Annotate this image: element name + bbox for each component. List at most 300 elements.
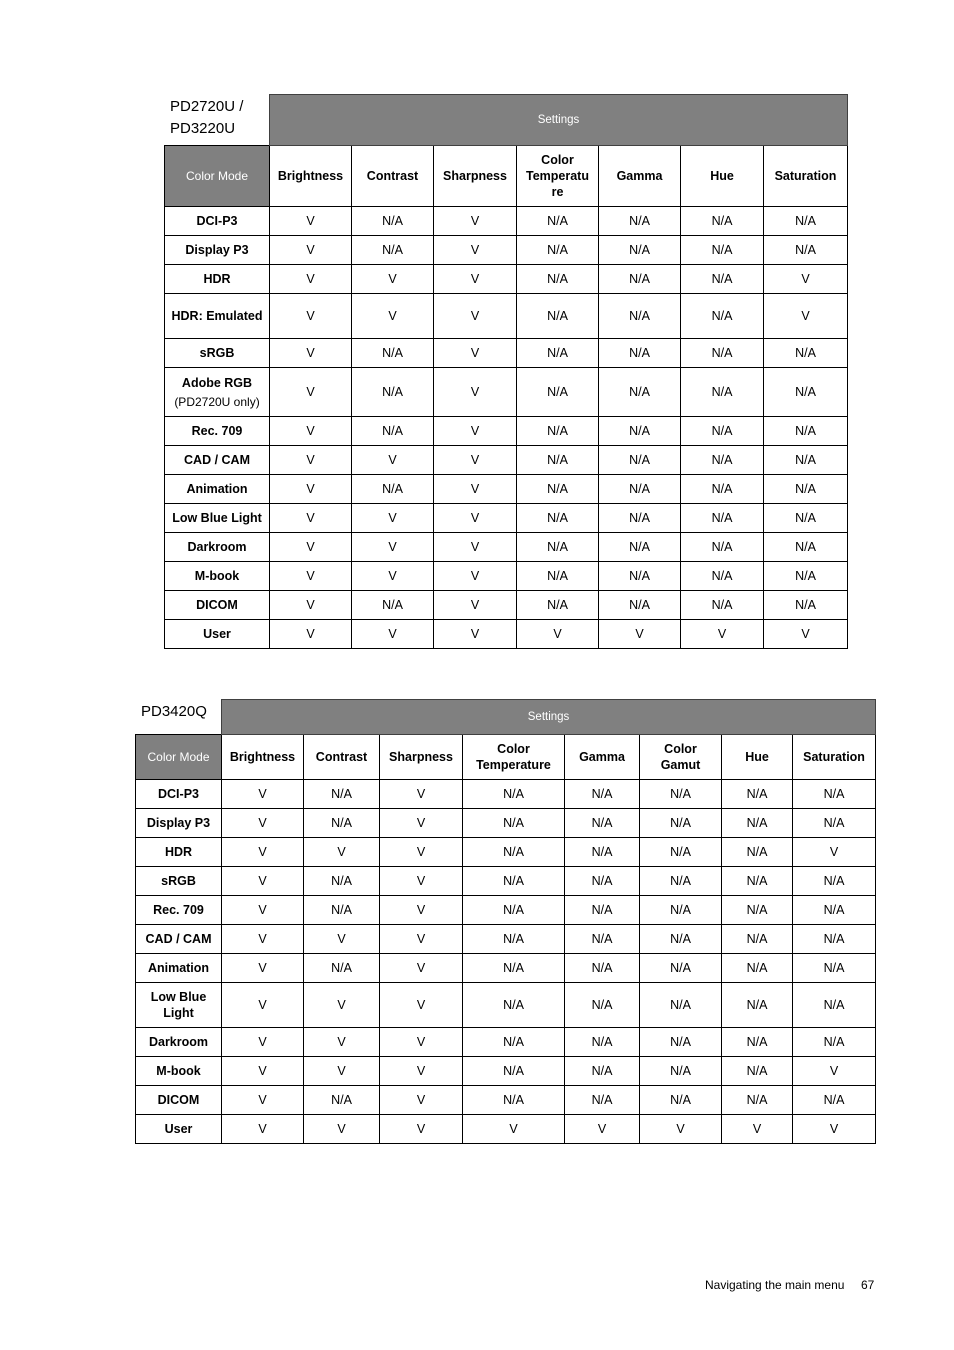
column-header: Brightness — [270, 146, 352, 207]
setting-value-cell: N/A — [722, 1057, 793, 1086]
setting-value-cell: V — [270, 504, 352, 533]
color-mode-header: Color Mode — [136, 735, 222, 780]
setting-value-cell: N/A — [722, 983, 793, 1028]
setting-value-cell: V — [640, 1115, 722, 1144]
setting-value-cell: N/A — [764, 339, 848, 368]
setting-value-cell: N/A — [722, 1028, 793, 1057]
color-mode-name: Animation — [147, 961, 210, 975]
setting-value-cell: V — [380, 780, 463, 809]
setting-value-cell: N/A — [599, 265, 681, 294]
setting-value-cell: V — [270, 475, 352, 504]
table-row — [165, 339, 848, 368]
setting-value-cell: V — [352, 504, 434, 533]
setting-value-cell: N/A — [599, 504, 681, 533]
setting-value-cell: N/A — [565, 1028, 640, 1057]
setting-value-cell: N/A — [722, 954, 793, 983]
setting-value-cell: N/A — [681, 562, 764, 591]
column-header: Sharpness — [434, 146, 517, 207]
setting-value-cell: N/A — [722, 809, 793, 838]
setting-value-cell: N/A — [352, 368, 434, 417]
setting-value-cell: V — [222, 838, 304, 867]
setting-value-cell: N/A — [352, 236, 434, 265]
setting-value-cell: N/A — [565, 896, 640, 925]
table-row — [136, 954, 876, 983]
color-mode-cell — [165, 562, 270, 591]
setting-value-cell: N/A — [722, 1086, 793, 1115]
color-mode-cell — [136, 896, 222, 925]
setting-value-cell: V — [565, 1115, 640, 1144]
table-row — [165, 265, 848, 294]
setting-value-cell: N/A — [463, 780, 565, 809]
setting-value-cell: V — [352, 620, 434, 649]
setting-value-cell: N/A — [599, 207, 681, 236]
setting-value-cell: N/A — [722, 867, 793, 896]
setting-value-cell: V — [222, 1028, 304, 1057]
setting-value-cell: V — [793, 1115, 876, 1144]
setting-value-cell: V — [352, 265, 434, 294]
setting-value-cell: V — [434, 236, 517, 265]
setting-value-cell: N/A — [793, 867, 876, 896]
color-mode-cell — [165, 504, 270, 533]
setting-value-cell: N/A — [517, 294, 599, 339]
setting-value-cell: N/A — [793, 954, 876, 983]
setting-value-cell: V — [434, 475, 517, 504]
color-mode-cell — [165, 339, 270, 368]
setting-value-cell: V — [222, 954, 304, 983]
setting-value-cell: V — [380, 1086, 463, 1115]
setting-value-cell: N/A — [304, 867, 380, 896]
setting-value-cell: N/A — [517, 533, 599, 562]
setting-value-cell: V — [270, 207, 352, 236]
color-mode-cell — [136, 1115, 222, 1144]
color-mode-name: Darkroom — [187, 540, 247, 554]
table-row — [165, 207, 848, 236]
setting-value-cell: N/A — [640, 983, 722, 1028]
color-mode-cell — [136, 838, 222, 867]
color-mode-cell — [165, 475, 270, 504]
setting-value-cell: V — [380, 838, 463, 867]
column-header: Saturation — [764, 146, 848, 207]
setting-value-cell: N/A — [764, 446, 848, 475]
setting-value-cell: N/A — [793, 780, 876, 809]
setting-value-cell: N/A — [599, 368, 681, 417]
setting-value-cell: V — [434, 339, 517, 368]
setting-value-cell: N/A — [565, 780, 640, 809]
setting-value-cell: N/A — [640, 1028, 722, 1057]
color-mode-name: User — [203, 627, 231, 641]
setting-value-cell: N/A — [640, 809, 722, 838]
setting-value-cell: N/A — [565, 954, 640, 983]
color-mode-cell — [165, 236, 270, 265]
setting-value-cell: N/A — [463, 1028, 565, 1057]
color-mode-cell — [165, 417, 270, 446]
setting-value-cell: N/A — [463, 983, 565, 1028]
setting-value-cell: N/A — [463, 1057, 565, 1086]
setting-value-cell: N/A — [565, 925, 640, 954]
table-row — [136, 867, 876, 896]
setting-value-cell: N/A — [640, 954, 722, 983]
color-mode-cell — [165, 294, 270, 339]
column-header: Gamma — [565, 735, 640, 780]
setting-value-cell: N/A — [463, 838, 565, 867]
setting-value-cell: N/A — [599, 591, 681, 620]
color-mode-name: Rec. 709 — [153, 903, 204, 917]
color-mode-name: Display P3 — [146, 816, 211, 830]
setting-value-cell: N/A — [517, 475, 599, 504]
setting-value-cell: V — [463, 1115, 565, 1144]
color-mode-name: CAD / CAM — [184, 453, 250, 467]
column-header: Color Temperatu re — [517, 146, 599, 207]
setting-value-cell: N/A — [722, 780, 793, 809]
setting-value-cell: V — [304, 983, 380, 1028]
setting-value-cell: N/A — [517, 207, 599, 236]
setting-value-cell: V — [380, 809, 463, 838]
table-row — [165, 533, 848, 562]
table-row — [136, 983, 876, 1028]
setting-value-cell: V — [793, 838, 876, 867]
color-mode-name: User — [164, 1122, 193, 1136]
color-mode-name: Low Blue Light — [150, 990, 207, 1020]
setting-value-cell: N/A — [304, 809, 380, 838]
color-mode-name: M-book — [194, 569, 240, 583]
setting-value-cell: V — [764, 265, 848, 294]
setting-value-cell: N/A — [722, 838, 793, 867]
setting-value-cell: N/A — [793, 809, 876, 838]
setting-value-cell: V — [270, 294, 352, 339]
column-header: Color Temperature — [463, 735, 565, 780]
table-row — [165, 562, 848, 591]
setting-value-cell: N/A — [599, 475, 681, 504]
setting-value-cell: N/A — [565, 1086, 640, 1115]
setting-value-cell: V — [380, 1057, 463, 1086]
setting-value-cell: V — [304, 1028, 380, 1057]
column-header: Sharpness — [380, 735, 463, 780]
setting-value-cell: N/A — [517, 446, 599, 475]
color-mode-cell — [165, 533, 270, 562]
setting-value-cell: N/A — [565, 1057, 640, 1086]
setting-value-cell: V — [434, 562, 517, 591]
setting-value-cell: V — [222, 780, 304, 809]
setting-value-cell: V — [270, 339, 352, 368]
table-row — [165, 236, 848, 265]
setting-value-cell: V — [434, 533, 517, 562]
setting-value-cell: N/A — [764, 591, 848, 620]
setting-value-cell: N/A — [681, 236, 764, 265]
table-row — [136, 838, 876, 867]
setting-value-cell: N/A — [681, 533, 764, 562]
color-mode-cell — [136, 809, 222, 838]
setting-value-cell: V — [434, 294, 517, 339]
table-row — [136, 1057, 876, 1086]
setting-value-cell: V — [434, 591, 517, 620]
color-mode-cell — [136, 780, 222, 809]
setting-value-cell: N/A — [304, 1086, 380, 1115]
setting-value-cell: N/A — [722, 896, 793, 925]
table-row — [136, 809, 876, 838]
setting-value-cell: V — [793, 1057, 876, 1086]
setting-value-cell: N/A — [599, 533, 681, 562]
setting-value-cell: V — [304, 925, 380, 954]
setting-value-cell: N/A — [517, 265, 599, 294]
setting-value-cell: V — [222, 1086, 304, 1115]
setting-value-cell: V — [270, 417, 352, 446]
setting-value-cell: N/A — [463, 896, 565, 925]
setting-value-cell: V — [304, 1115, 380, 1144]
color-mode-name: Display P3 — [185, 243, 249, 257]
setting-value-cell: V — [304, 838, 380, 867]
setting-value-cell: N/A — [304, 780, 380, 809]
setting-value-cell: N/A — [599, 446, 681, 475]
setting-value-cell: N/A — [681, 591, 764, 620]
setting-value-cell: N/A — [304, 954, 380, 983]
color-mode-name: Rec. 709 — [191, 424, 243, 438]
color-mode-cell — [165, 591, 270, 620]
color-mode-name: sRGB — [161, 874, 196, 888]
setting-value-cell: N/A — [517, 504, 599, 533]
setting-value-cell: N/A — [681, 417, 764, 446]
setting-value-cell: V — [222, 925, 304, 954]
setting-value-cell: V — [270, 368, 352, 417]
setting-value-cell: N/A — [681, 294, 764, 339]
setting-value-cell: N/A — [640, 896, 722, 925]
setting-value-cell: N/A — [681, 265, 764, 294]
setting-value-cell: N/A — [599, 339, 681, 368]
setting-value-cell: N/A — [681, 446, 764, 475]
setting-value-cell: N/A — [352, 591, 434, 620]
setting-value-cell: N/A — [352, 475, 434, 504]
setting-value-cell: V — [352, 294, 434, 339]
setting-value-cell: V — [517, 620, 599, 649]
setting-value-cell: N/A — [640, 1057, 722, 1086]
setting-value-cell: V — [270, 620, 352, 649]
settings-header: Settings — [222, 700, 876, 735]
table-row — [136, 1115, 876, 1144]
color-mode-name: Adobe RGB — [181, 375, 253, 390]
setting-value-cell: N/A — [764, 533, 848, 562]
color-mode-name: Low Blue Light — [172, 511, 262, 525]
color-mode-name: DCI-P3 — [196, 214, 238, 228]
table-row — [136, 1086, 876, 1115]
color-mode-header: Color Mode — [165, 146, 270, 207]
setting-value-cell: N/A — [565, 809, 640, 838]
setting-value-cell: N/A — [640, 838, 722, 867]
setting-value-cell: V — [222, 1057, 304, 1086]
setting-value-cell: V — [270, 591, 352, 620]
table-row — [136, 925, 876, 954]
setting-value-cell: V — [352, 446, 434, 475]
setting-value-cell: V — [380, 867, 463, 896]
setting-value-cell: V — [434, 265, 517, 294]
setting-value-cell: N/A — [764, 504, 848, 533]
setting-value-cell: N/A — [764, 562, 848, 591]
footer-page-number: 67 — [861, 1278, 875, 1292]
setting-value-cell: V — [434, 446, 517, 475]
setting-value-cell: V — [270, 533, 352, 562]
column-header: Contrast — [352, 146, 434, 207]
table-row — [165, 475, 848, 504]
color-mode-cell — [136, 1057, 222, 1086]
setting-value-cell: N/A — [565, 983, 640, 1028]
setting-value-cell: V — [222, 983, 304, 1028]
setting-value-cell: N/A — [640, 925, 722, 954]
setting-value-cell: N/A — [517, 562, 599, 591]
color-mode-settings-table-2 — [135, 699, 876, 1144]
color-mode-name: HDR: Emulated — [171, 309, 263, 323]
color-mode-name: DCI-P3 — [158, 787, 199, 801]
setting-value-cell: V — [352, 562, 434, 591]
column-header: Hue — [681, 146, 764, 207]
setting-value-cell: V — [434, 504, 517, 533]
setting-value-cell: N/A — [681, 207, 764, 236]
setting-value-cell: N/A — [793, 925, 876, 954]
setting-value-cell: V — [352, 533, 434, 562]
setting-value-cell: N/A — [640, 867, 722, 896]
setting-value-cell: V — [270, 265, 352, 294]
footer-section-title: Navigating the main menu — [705, 1278, 845, 1292]
setting-value-cell: N/A — [793, 1086, 876, 1115]
setting-value-cell: V — [380, 1115, 463, 1144]
table-row — [136, 896, 876, 925]
setting-value-cell: V — [380, 954, 463, 983]
setting-value-cell: N/A — [722, 925, 793, 954]
setting-value-cell: N/A — [517, 236, 599, 265]
setting-value-cell: N/A — [764, 236, 848, 265]
setting-value-cell: V — [599, 620, 681, 649]
model-label-table1: PD2720U / PD3220U — [170, 98, 244, 137]
setting-value-cell: N/A — [793, 1028, 876, 1057]
color-mode-name: M-book — [156, 1064, 201, 1078]
table-row — [136, 780, 876, 809]
table-row — [165, 294, 848, 339]
setting-value-cell: V — [222, 896, 304, 925]
table-row — [165, 368, 848, 417]
column-header: Hue — [722, 735, 793, 780]
color-mode-cell — [136, 1086, 222, 1115]
model-label-table2: PD3420Q — [141, 703, 207, 720]
setting-value-cell: N/A — [352, 339, 434, 368]
setting-value-cell: V — [222, 809, 304, 838]
color-mode-cell — [165, 620, 270, 649]
setting-value-cell: V — [222, 867, 304, 896]
setting-value-cell: V — [222, 1115, 304, 1144]
column-header: Brightness — [222, 735, 304, 780]
setting-value-cell: N/A — [764, 368, 848, 417]
color-mode-cell — [136, 867, 222, 896]
setting-value-cell: N/A — [463, 809, 565, 838]
setting-value-cell: N/A — [463, 925, 565, 954]
color-mode-cell — [136, 925, 222, 954]
setting-value-cell: V — [764, 620, 848, 649]
setting-value-cell: V — [380, 896, 463, 925]
color-mode-name: Darkroom — [148, 1035, 209, 1049]
setting-value-cell: N/A — [352, 417, 434, 446]
color-mode-cell — [136, 1028, 222, 1057]
setting-value-cell: N/A — [681, 368, 764, 417]
setting-value-cell: V — [722, 1115, 793, 1144]
color-mode-name: HDR — [164, 845, 193, 859]
setting-value-cell: N/A — [517, 368, 599, 417]
setting-value-cell: N/A — [640, 1086, 722, 1115]
setting-value-cell: V — [434, 207, 517, 236]
table-row — [165, 446, 848, 475]
setting-value-cell: N/A — [517, 339, 599, 368]
setting-value-cell: N/A — [463, 1086, 565, 1115]
setting-value-cell: N/A — [517, 417, 599, 446]
settings-header: Settings — [270, 95, 848, 146]
setting-value-cell: V — [380, 1028, 463, 1057]
setting-value-cell: N/A — [681, 504, 764, 533]
setting-value-cell: N/A — [599, 236, 681, 265]
color-mode-name: Animation — [186, 482, 248, 496]
setting-value-cell: N/A — [793, 983, 876, 1028]
column-header: Contrast — [304, 735, 380, 780]
setting-value-cell: V — [380, 925, 463, 954]
table-row — [165, 504, 848, 533]
setting-value-cell: N/A — [517, 591, 599, 620]
color-mode-cell — [165, 265, 270, 294]
header-blank-cell — [165, 95, 270, 146]
color-mode-cell — [136, 983, 222, 1028]
color-mode-name: HDR — [203, 272, 231, 286]
setting-value-cell: N/A — [764, 207, 848, 236]
color-mode-name: DICOM — [157, 1093, 200, 1107]
setting-value-cell: N/A — [599, 562, 681, 591]
setting-value-cell: V — [270, 236, 352, 265]
setting-value-cell: N/A — [565, 838, 640, 867]
setting-value-cell: N/A — [304, 896, 380, 925]
setting-value-cell: N/A — [463, 867, 565, 896]
header-blank-cell — [136, 700, 222, 735]
table-row — [136, 1028, 876, 1057]
setting-value-cell: N/A — [599, 417, 681, 446]
setting-value-cell: V — [270, 562, 352, 591]
color-mode-cell — [165, 446, 270, 475]
setting-value-cell: N/A — [793, 896, 876, 925]
color-mode-cell — [165, 207, 270, 236]
table-row — [165, 417, 848, 446]
setting-value-cell: N/A — [463, 954, 565, 983]
setting-value-cell: V — [764, 294, 848, 339]
column-header: Saturation — [793, 735, 876, 780]
table-row — [165, 620, 848, 649]
color-mode-name: sRGB — [199, 346, 235, 360]
color-mode-name: DICOM — [196, 598, 238, 612]
color-mode-note: (PD2720U only) — [174, 394, 260, 409]
setting-value-cell: N/A — [352, 207, 434, 236]
setting-value-cell: V — [304, 1057, 380, 1086]
setting-value-cell: V — [681, 620, 764, 649]
setting-value-cell: N/A — [565, 867, 640, 896]
setting-value-cell: N/A — [681, 339, 764, 368]
setting-value-cell: N/A — [764, 417, 848, 446]
setting-value-cell: V — [434, 368, 517, 417]
setting-value-cell: V — [434, 620, 517, 649]
color-mode-name: CAD / CAM — [145, 932, 212, 946]
column-header: Color Gamut — [640, 735, 722, 780]
setting-value-cell: V — [434, 417, 517, 446]
color-mode-cell — [165, 368, 270, 417]
color-mode-settings-table-1 — [164, 94, 848, 649]
setting-value-cell: V — [270, 446, 352, 475]
setting-value-cell: N/A — [640, 780, 722, 809]
setting-value-cell: N/A — [681, 475, 764, 504]
table-row — [165, 591, 848, 620]
setting-value-cell: N/A — [599, 294, 681, 339]
color-mode-cell — [136, 954, 222, 983]
setting-value-cell: V — [380, 983, 463, 1028]
setting-value-cell: N/A — [764, 475, 848, 504]
column-header: Gamma — [599, 146, 681, 207]
